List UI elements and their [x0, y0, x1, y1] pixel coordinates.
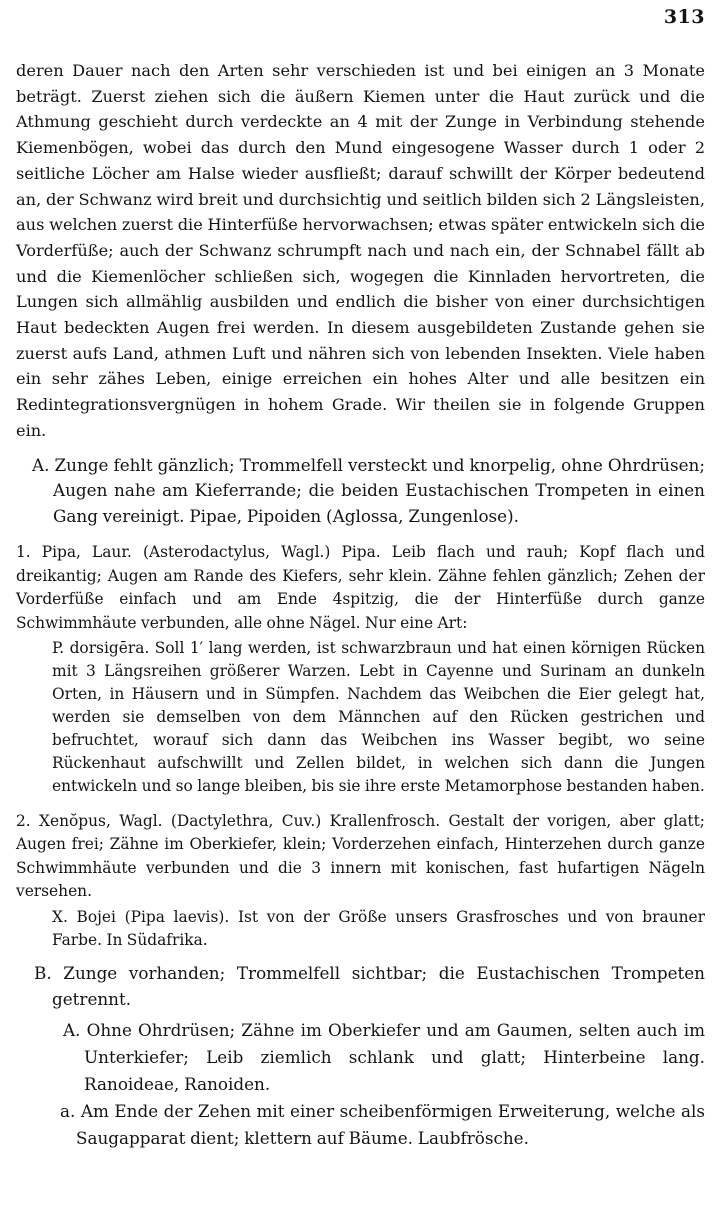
- intro-paragraph: deren Dauer nach den Arten sehr verschieden ist und bei einigen an 3 Monate beträgt. Zuerst ziehen sich die äußern Kiemen unter die Haut zurück und die Athmung geschieht durch verdeckte an 4 mit der Zunge in Verbindung stehende Kiemenbögen, wobei das durch den Mund eingesogene Wasser durch 1 oder 2 seitliche Löcher am Halse wieder ausfließt; darauf schwillt der Körper bedeutend an, der Schwanz wird breit und durchsichtig und seitlich bilden sich 2 Längsleisten, aus welchen zuerst die Hinterfüße hervorwachsen; etwas später entwickeln sich die Vorderfüße; auch der Schwanz schrumpft nach und nach ein, der Schnabel fällt ab und die Kiemenlöcher schließen sich, wogegen die Kinnladen hervortreten, die Lungen sich allmählig ausbilden und endlich die bisher von einer durchsichtigen Haut bedeckten Augen frei werden. In diesem ausgebildeten Zustande gehen sie zuerst aufs Land, athmen Luft und nähren sich von lebenden Insekten. Viele haben ein sehr zähes Leben, einige erreichen ein hohes Alter und alle besitzen ein Redintegrationsvergnügen in hohem Grade. Wir theilen sie in folgende Gruppen ein.: [16, 61, 705, 440]
- subsubsection-a-laubfroesche: a. Am Ende der Zehen mit einer scheibenförmigen Erweiterung, welche als Saugapparat dient; klettern auf Bäume. Laubfrösche.: [60, 1100, 705, 1148]
- species-xenopus-bojei: X. Bojei (Pipa laevis). Ist von der Größe unsers Grasfrosches und von brauner Farbe. In Südafrika.: [52, 907, 705, 949]
- page-number: 313: [663, 6, 705, 28]
- species-pipa-dorsigera: P. dorsigēra. Soll 1′ lang werden, ist schwarzbraun und hat einen körnigen Rücken mit 3 Längsreihen größerer Warzen. Lebt in Cayenne und Surinam an dunkeln Orten, in Häusern und in Sümpfen. Nachdem das Weibchen die Eier gelegt hat, werden sie demselben von dem Männchen auf den Rücken gestrichen und befruchtet, worauf sich dann das Weibchen ins Wasser begibt, wo seine Rückenhaut aufschwillt und Zellen bildet, in welchen sich dann die Jungen entwickeln und so lange bleiben, bis sie ihre erste Metamorphose bestanden haben.: [52, 638, 705, 795]
- section-b-heading: B. Zunge vorhanden; Trommelfell sichtbar; die Eustachischen Trompeten getrennt.: [34, 962, 705, 1009]
- genus-xenopus-paragraph: 2. Xenŏpus, Wagl. (Dactylethra, Cuv.) Krallenfrosch. Gestalt der vorigen, aber glatt; Augen frei; Zähne im Oberkiefer, klein; Vorderzehen einfach, Hinterzehen durch ganze Schwimmhäute verbunden und die 3 innern mit konischen, fast hufartigen Nägeln versehen.: [16, 811, 705, 901]
- section-a-pipoiden: A. Zunge fehlt gänzlich; Trommelfell versteckt und knorpelig, ohne Ohrdrüsen; Augen nahe am Kieferrande; die beiden Eustachischen Trompeten in einen Gang vereinigt. Pipae, Pipoiden (Aglossa, Zungenlose).: [32, 454, 705, 526]
- subsection-a-ranoiden: A. Ohne Ohrdrüsen; Zähne im Oberkiefer und am Gaumen, selten auch im Unterkiefer; Leib ziemlich schlank und glatt; Hinterbeine lang. Ranoideae, Ranoiden.: [63, 1019, 705, 1094]
- genus-pipa-paragraph: 1. Pipa, Laur. (Asterodactylus, Wagl.) Pipa. Leib flach und rauh; Kopf flach und dreikantig; Augen am Rande des Kiefers, sehr klein. Zähne fehlen gänzlich; Zehen der Vorderfüße einfach und am Ende 4spitzig, die der Hinterfüße durch ganze Schwimmhäute verbunden, alle ohne Nägel. Nur eine Art:: [16, 543, 705, 632]
